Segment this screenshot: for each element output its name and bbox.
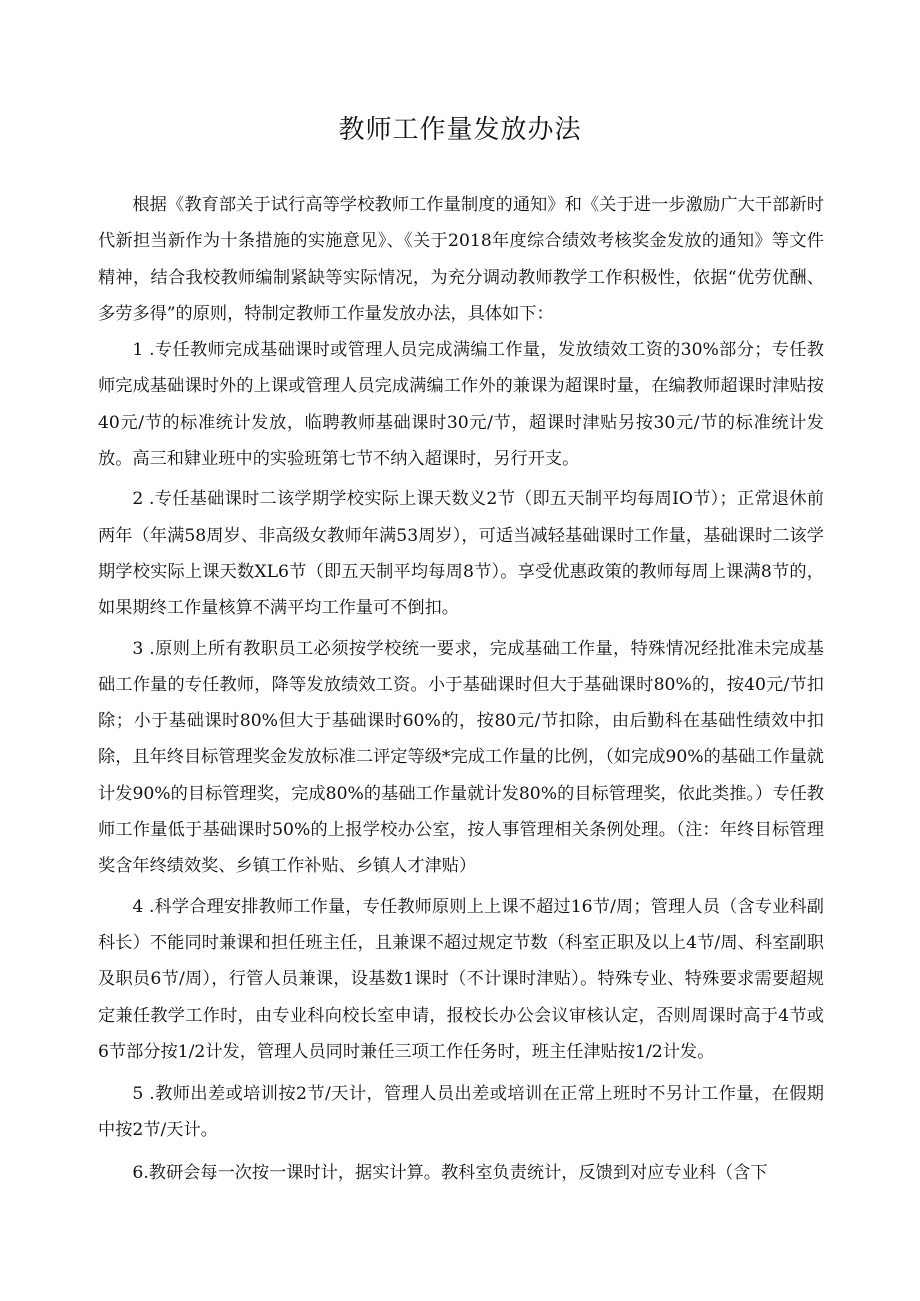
document-title: 教师工作量发放办法: [338, 115, 582, 145]
clause-2-paragraph: 2 .专任基础课时二该学期学校实际上课天数义2节（即五天制平均每周IO节）；正常退休前两年（年满58周岁、非高级女教师年满53周岁），可适当减轻基础课时工作量，基础课时二该学期学校实际上课天数XL6节（即五天制平均每周8节）。享受优惠政策的教师每周上课满8节的，如果期终工作量核算不满平均工作量可不倒扣。: [98, 489, 824, 619]
clause-6-paragraph: 6.教研会每一次按一课时计，据实计算。教科室负责统计，反馈到对应专业科（含下: [132, 1162, 768, 1183]
intro-paragraph: 根据《教育部关于试行高等学校教师工作量制度的通知》和《关于进一步激励广大干部新时代新担当新作为十条措施的实施意见》、《关于2018年度综合绩效考核奖金发放的通知》等文件精神，结合我校教师编制紧缺等实际情况，为充分调动教师教学工作积极性，依据“优劳优酬、多劳多得”的原则，特制定教师工作量发放办法，具体如下：: [98, 195, 824, 324]
clause-3-paragraph: 3 .原则上所有教职员工必须按学校统一要求，完成基础工作量，特殊情况经批准未完成基础工作量的专任教师，降等发放绩效工资。小于基础课时但大于基础课时80%的，按40元/节扣除；小于基础课时80%但大于基础课时60%的，按80元/节扣除，由后勤科在基础性绩效中扣除，且年终目标管理奖金发放标准二评定等级*完成工作量的比例，（如完成90%的基础工作量就计发90%的目标管理奖，完成80%的基础工作量就计发80%的目标管理奖，依此类推。）专任教师工作量低于基础课时50%的上报学校办公室，按人事管理相关条例处理。（注：年终目标管理奖含年终绩效奖、乡镇工作补贴、乡镇人才津贴）: [98, 638, 824, 877]
clause-5-paragraph: 5 .教师出差或培训按2节/天计，管理人员出差或培训在正常上班时不另计工作量，在假期中按2节/天计。: [98, 1084, 824, 1141]
document-body: [98, 187, 824, 1191]
clause-4-paragraph: 4 .科学合理安排教师工作量，专任教师原则上上课不超过16节/周；管理人员（含专业科副科长）不能同时兼课和担任班主任，且兼课不超过规定节数（科室正职及以上4节/周、科室副职及职员6节/周），行管人员兼课，设基数1课时（不计课时津贴）。特殊专业、特殊要求需要超规定兼任教学工作时，由专业科向校长室申请，报校长办公会议审核认定，否则周课时高于4节或6节部分按1/2计发，管理人员同时兼任三项工作任务时，班主任津贴按1/2计发。: [98, 896, 824, 1062]
clause-1-paragraph: 1 .专任教师完成基础课时或管理人员完成满编工作量，发放绩效工资的30%部分；专任教师完成基础课时外的上课或管理人员完成满编工作外的兼课为超课时量，在编教师超课时津贴按40元/节的标准统计发放，临聘教师基础课时30元/节，超课时津贴另按30元/节的标准统计发放。高三和肄业班中的实验班第七节不纳入超课时，另行开支。: [98, 340, 824, 470]
